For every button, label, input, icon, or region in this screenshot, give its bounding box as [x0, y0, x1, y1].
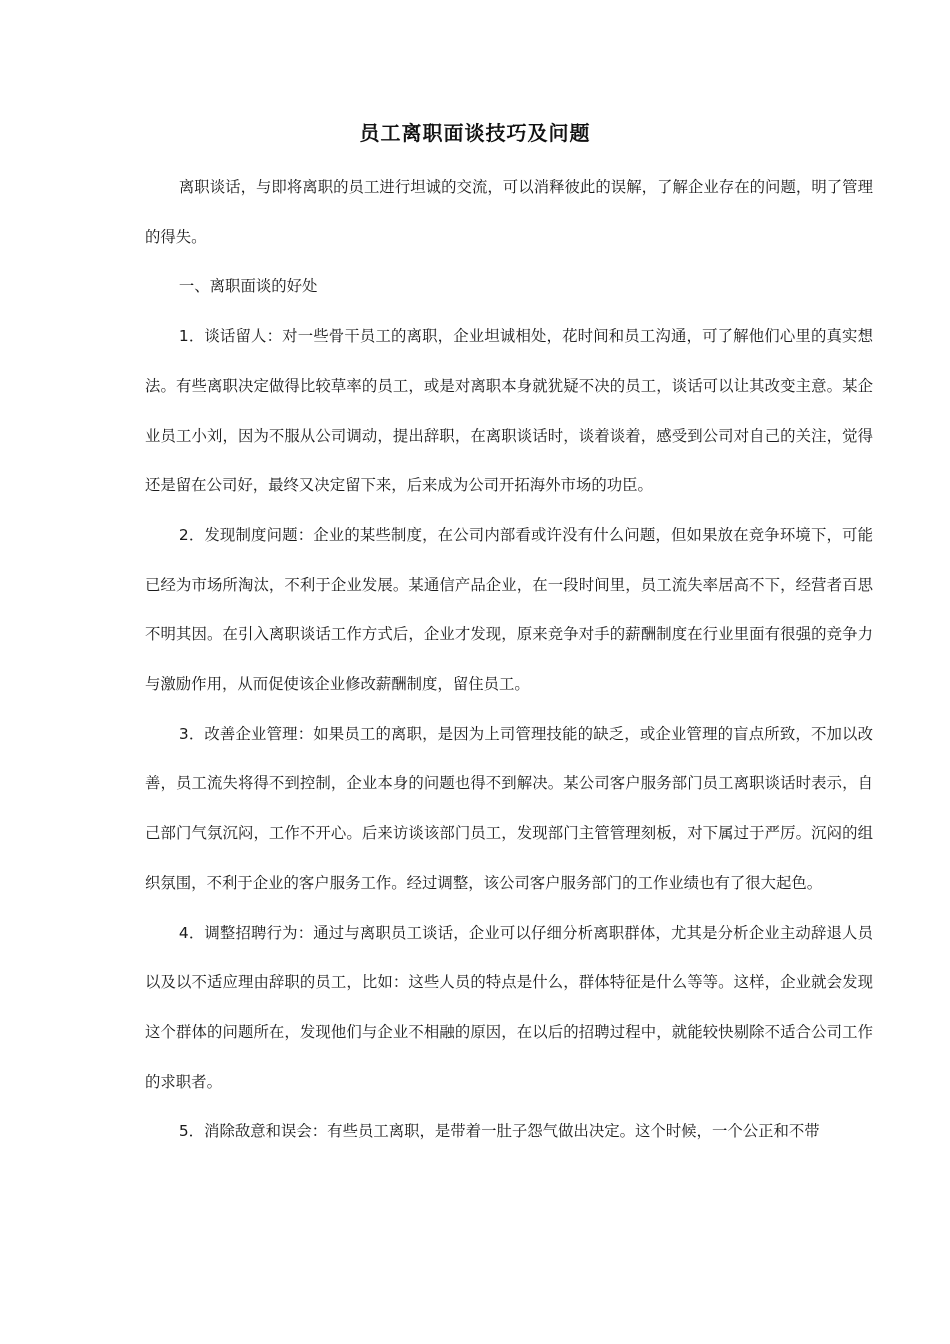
section-heading: 一、离职面谈的好处	[178, 277, 318, 296]
paragraph-point-1: 1．谈话留人：对一些骨干员工的离职，企业坦诚相处，花时间和员工沟通，可了解他们心里的真实想法。有些离职决定做得比较草率的员工，或是对离职本身就犹疑不决的员工，谈话可以让其改变主意。某企业员工小刘，因为不服从公司调动，提出辞职，在离职谈话时，谈着谈着，感受到公司对自己的关注，觉得还是留在公司好，最终又决定留下来，后来成为公司开拓海外市场的功臣。	[145, 327, 873, 495]
document-title: 员工离职面谈技巧及问题	[359, 121, 591, 145]
paragraph-point-5: 5．消除敌意和误会：有些员工离职，是带着一肚子怨气做出决定。这个时候，一个公正和不带	[178, 1122, 820, 1141]
paragraph-point-4: 4．调整招聘行为：通过与离职员工谈话，企业可以仔细分析离职群体，尤其是分析企业主动辞退人员以及以不适应理由辞职的员工，比如：这些人员的特点是什么，群体特征是什么等等。这样，企业就会发现这个群体的问题所在，发现他们与企业不相融的原因，在以后的招聘过程中，就能较快剔除不适合公司工作的求职者。	[145, 923, 873, 1091]
paragraph-point-3: 3．改善企业管理：如果员工的离职，是因为上司管理技能的缺乏，或企业管理的盲点所致，不加以改善，员工流失将得不到控制，企业本身的问题也得不到解决。某公司客户服务部门员工离职谈话时表示，自己部门气氛沉闷，工作不开心。后来访谈该部门员工，发现部门主管管理刻板，对下属过于严厉。沉闷的组织氛围，不利于企业的客户服务工作。经过调整，该公司客户服务部门的工作业绩也有了很大起色。	[145, 724, 873, 892]
document-body	[145, 163, 873, 1157]
paragraph-intro: 离职谈话，与即将离职的员工进行坦诚的交流，可以消释彼此的误解，了解企业存在的问题，明了管理的得失。	[145, 178, 873, 246]
paragraph-point-2: 2．发现制度问题：企业的某些制度，在公司内部看或许没有什么问题，但如果放在竞争环境下，可能已经为市场所淘汰，不利于企业发展。某通信产品企业，在一段时间里，员工流失率居高不下，经营者百思不明其因。在引入离职谈话工作方式后，企业才发现，原来竞争对手的薪酬制度在行业里面有很强的竞争力与激励作用，从而促使该企业修改薪酬制度，留住员工。	[145, 525, 873, 694]
